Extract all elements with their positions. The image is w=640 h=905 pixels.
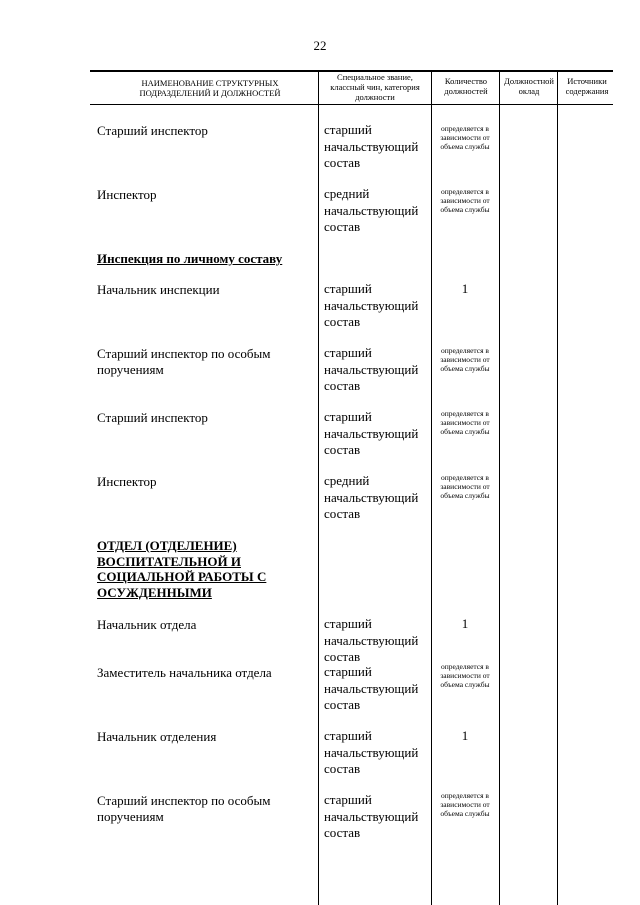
col-divider-4: [557, 70, 558, 905]
col-divider-1: [318, 70, 319, 905]
position-title: Старший инспектор по особым поручениям: [97, 346, 271, 377]
position-title: Старший инспектор: [97, 123, 208, 138]
position-count: определяется в зависимости от объема службы: [440, 473, 490, 500]
position-title: Начальник отделения: [97, 729, 217, 744]
position-count: определяется в зависимости от объема службы: [440, 662, 490, 689]
position-title: Начальник отдела: [97, 617, 197, 632]
section-heading: ОТДЕЛ (ОТДЕЛЕНИЕ) ВОСПИТАТЕЛЬНОЙ И СОЦИАЛЬНОЙ РАБОТЫ С ОСУЖДЕННЫМИ: [97, 538, 267, 600]
position-category: старший начальствующий состав: [324, 281, 419, 329]
position-count: определяется в зависимости от объема службы: [440, 409, 490, 436]
position-category: старший начальствующий состав: [324, 664, 419, 712]
position-count: 1: [461, 616, 469, 631]
position-count: 1: [461, 281, 469, 296]
position-title: Старший инспектор по особым поручениям: [97, 793, 271, 824]
position-title: Начальник инспекции: [97, 282, 220, 297]
position-title: Инспектор: [97, 187, 157, 202]
position-count: 1: [461, 728, 469, 743]
header-bottom-rule: [90, 104, 613, 105]
header-salary: Должностной оклад: [504, 76, 554, 96]
position-category: старший начальствующий состав: [324, 792, 419, 840]
position-category: средний начальствующий состав: [324, 186, 419, 234]
header-rank: Специальное звание, классный чин, категория должности: [330, 72, 420, 102]
position-count: определяется в зависимости от объема службы: [440, 187, 490, 214]
header-positions: НАИМЕНОВАНИЕ СТРУКТУРНЫХ ПОДРАЗДЕЛЕНИЙ И ДОЛЖНОСТЕЙ: [139, 78, 281, 98]
position-category: старший начальствующий состав: [324, 616, 419, 664]
section-heading: Инспекция по личному составу: [97, 251, 283, 266]
position-title: Старший инспектор: [97, 410, 208, 425]
col-divider-3: [499, 70, 500, 905]
position-title: Инспектор: [97, 474, 157, 489]
header-count: Количество должностей: [444, 76, 488, 96]
position-count: определяется в зависимости от объема службы: [440, 346, 490, 373]
position-category: старший начальствующий состав: [324, 345, 419, 393]
position-category: старший начальствующий состав: [324, 122, 419, 170]
position-category: старший начальствующий состав: [324, 728, 419, 776]
position-title: Заместитель начальника отдела: [97, 665, 272, 680]
position-count: определяется в зависимости от объема службы: [440, 791, 490, 818]
position-category: средний начальствующий состав: [324, 473, 419, 521]
position-count: определяется в зависимости от объема службы: [440, 124, 490, 151]
page-number: 22: [313, 38, 327, 53]
header-funding: Источники содержания: [565, 76, 609, 96]
position-category: старший начальствующий состав: [324, 409, 419, 457]
